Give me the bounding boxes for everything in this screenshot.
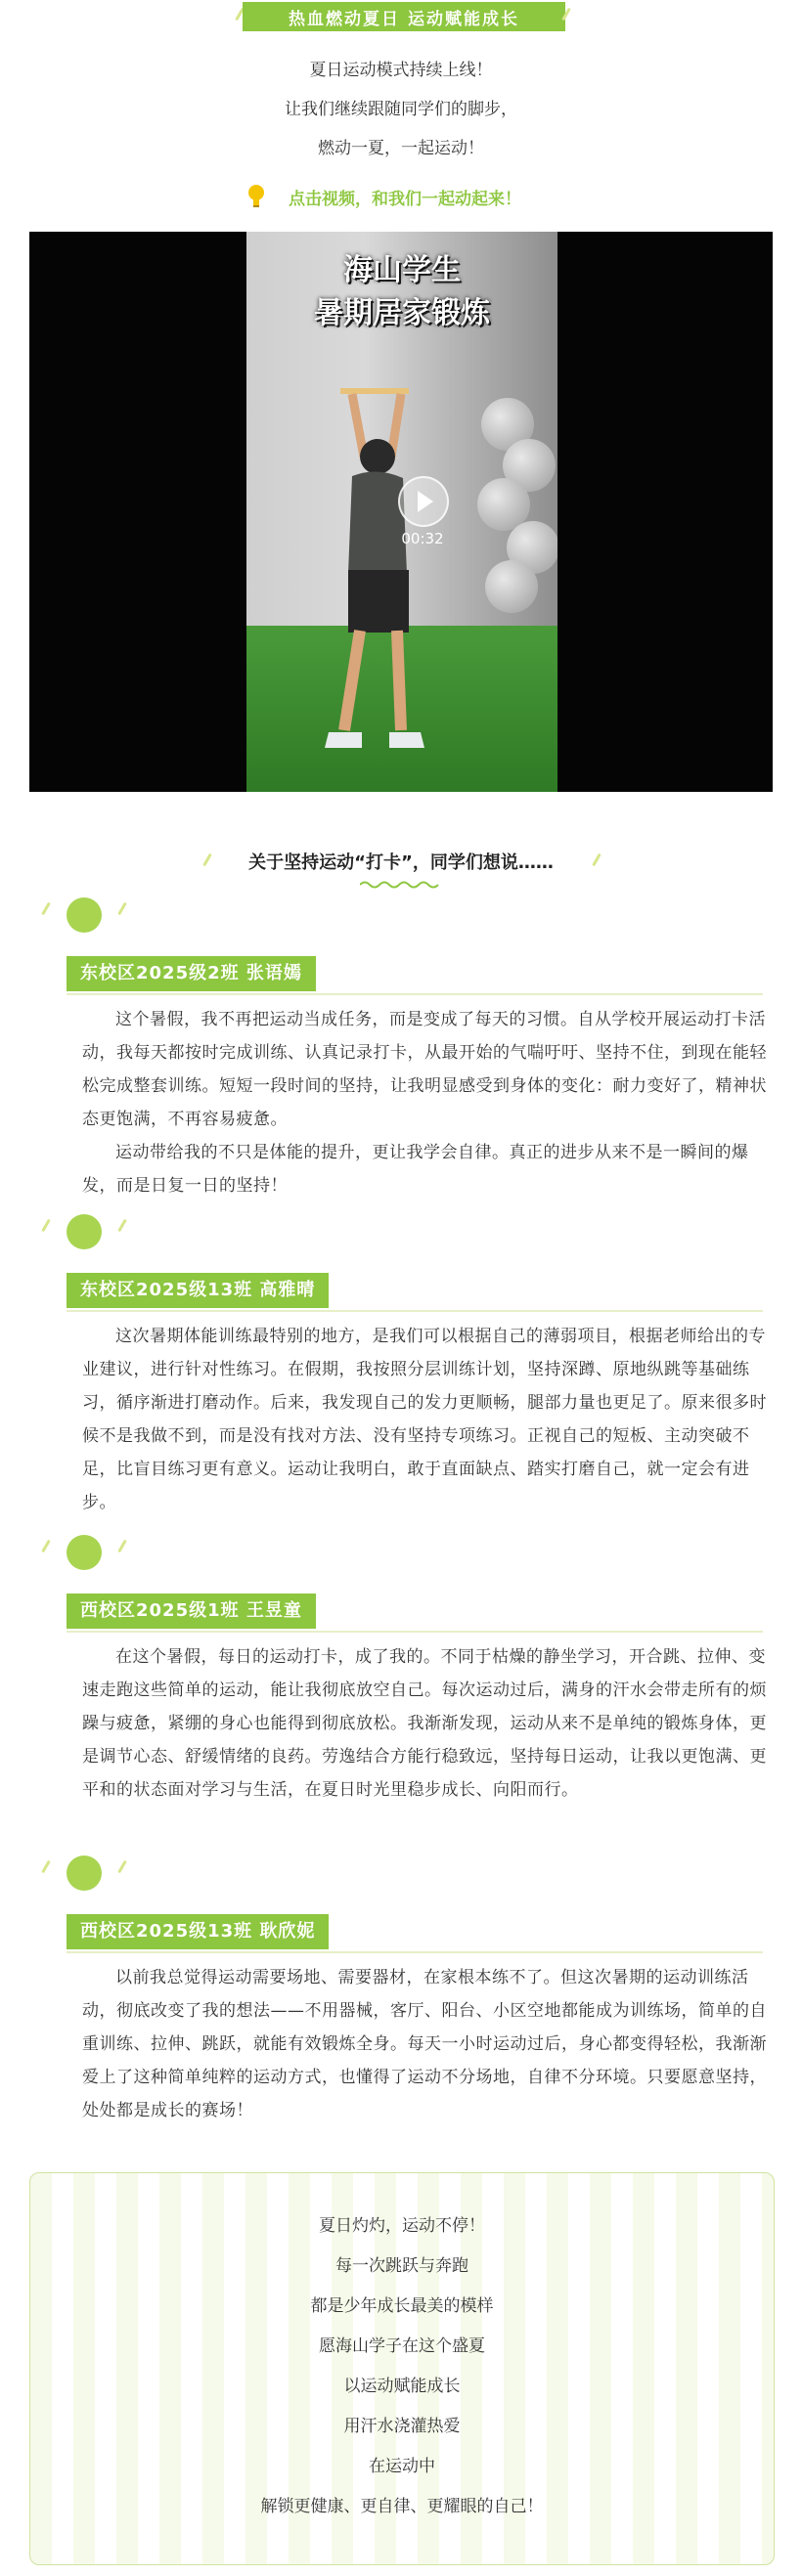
closing-line: 每一次跳跃与奔跑 (335, 2256, 468, 2276)
intro-line: 燃动一夏，一起运动！ (318, 139, 484, 158)
wavy-underline (360, 880, 442, 890)
tag-underline (67, 1951, 763, 1953)
intro-text (0, 51, 802, 168)
story-paragraph: 这次暑期体能训练最特别的地方，是我们可以根据自己的薄弱项目，根据老师给出的专业建议，进行针对性练习。在假期，我按照分层训练计划，坚持深蹲、原地纵跳等基础练习，循序渐进打磨动作。后来，我发现自己的发力更顺畅，腿部力量也更足了。原来很多时候不是我做不到，而是没有找对方法、没有坚持专项练习。正视自己的短板、主动突破不足，比盲目练习更有意义。运动让我明白，敢于直面缺点、踏实打磨自己，就一定会有进步。 (82, 1327, 767, 1512)
exercising-person (305, 388, 452, 789)
video-player[interactable] (29, 232, 773, 792)
video-title-line2: 暑期居家锻炼 (314, 296, 490, 330)
header-banner: 热血燃动夏日 运动赋能成长 (243, 2, 565, 31)
play-icon[interactable] (398, 476, 449, 527)
video-hint: 点击视频，和我们一起动起来！ (289, 189, 521, 209)
decor-dot (67, 1535, 102, 1570)
gym-ball (485, 560, 538, 613)
closing-line: 用汗水浇灌热爱 (343, 2417, 461, 2436)
decor-dot (67, 1856, 102, 1891)
video-overlay-title (246, 249, 557, 335)
closing-line: 夏日灼灼，运动不停！ (319, 2216, 485, 2236)
story-paragraph: 在这个暑假，每日的运动打卡，成了我的。不同于枯燥的静坐学习，开合跳、拉伸、变速走跑这些简单的运动，能让我彻底放空自己。每次运动过后，满身的汗水会带走所有的烦躁与疲惫，紧绷的身心也能得到彻底放松。我渐渐发现，运动从来不是单纯的锻炼身体，更是调节心态、舒缓情绪的良药。劳逸结合方能行稳致远，坚持每日运动，让我以更饱满、更平和的状态面对学习与生活，在夏日时光里稳步成长、向阳而行。 (82, 1647, 767, 1800)
decor-slash (117, 1860, 127, 1874)
story-paragraph: 运动带给我的不只是体能的提升，更让我学会自律。真正的进步从来不是一瞬间的爆发，而是日复一日的坚持！ (82, 1143, 749, 1196)
closing-card (29, 2172, 775, 2565)
student-tag: 东校区2025级13班 高雅晴 (67, 1273, 329, 1308)
decor-slash (41, 1540, 51, 1553)
closing-line: 都是少年成长最美的模样 (310, 2296, 494, 2316)
student-tag: 西校区2025级1班 王昱童 (67, 1594, 316, 1629)
decor-slash (41, 902, 51, 916)
video-title-line1: 海山学生 (343, 253, 461, 287)
closing-line: 愿海山学子在这个盛夏 (319, 2336, 485, 2356)
intro-line: 夏日运动模式持续上线！ (309, 61, 493, 80)
tag-underline (67, 1310, 763, 1312)
student-tag: 东校区2025级2班 张语嫣 (67, 956, 316, 991)
decor-dot (67, 897, 102, 933)
closing-line: 以运动赋能成长 (343, 2377, 461, 2396)
decor-slash (117, 902, 127, 916)
decor-dot (67, 1214, 102, 1249)
decor-slash (41, 1860, 51, 1874)
decor-slash (117, 1219, 127, 1233)
closing-line: 在运动中 (369, 2457, 435, 2476)
section-title: 关于坚持运动“打卡”，同学们想说…… (248, 852, 554, 873)
story-paragraph: 这个暑假，我不再把运动当成任务，而是变成了每天的习惯。自从学校开展运动打卡活动，我每天都按时完成训练、认真记录打卡，从最开始的气喘吁吁、坚持不住，到现在能轻松完成整套训练。短短一段时间的坚持，让我明显感受到身体的变化：耐力变好了，精神状态更饱满，不再容易疲惫。 (82, 1010, 767, 1129)
tag-underline (67, 1631, 763, 1633)
intro-line: 让我们继续跟随同学们的脚步， (285, 100, 517, 119)
closing-line: 解锁更健康、更自律、更耀眼的自己！ (260, 2497, 544, 2516)
decor-slash (117, 1540, 127, 1553)
decor-slash (41, 1219, 51, 1233)
student-tag: 西校区2025级13班 耿欣妮 (67, 1914, 329, 1949)
tag-underline (67, 993, 763, 995)
closing-text (30, 2206, 774, 2527)
story-paragraph: 以前我总觉得运动需要场地、需要器材，在家根本练不了。但这次暑期的运动训练活动，彻底改变了我的想法——不用器械，客厅、阳台、小区空地都能成为训练场，简单的自重训练、拉伸、跳跃，就能有效锻炼全身。每天一小时运动过后，身心都变得轻松，我渐渐爱上了这种简单纯粹的运动方式，也懂得了运动不分场地，自律不分环境。只要愿意坚持，处处都是成长的赛场！ (82, 1968, 767, 2120)
video-duration: 00:32 (401, 530, 444, 547)
